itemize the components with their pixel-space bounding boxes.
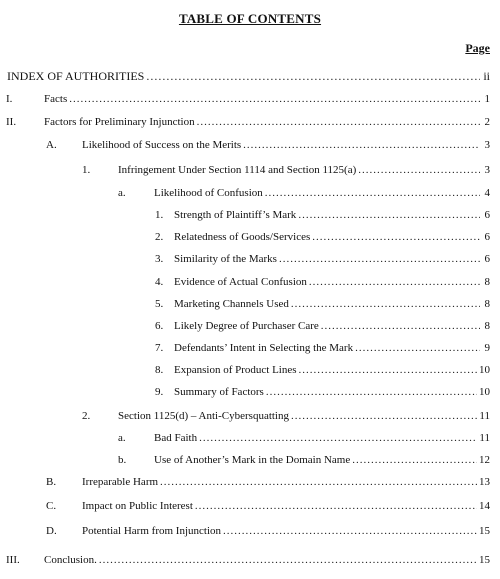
dot-leader bbox=[358, 162, 480, 178]
toc-entry bbox=[46, 474, 490, 490]
toc-entry-page: 9 bbox=[484, 342, 490, 354]
toc-entry-label: Likelihood of Success on the Merits bbox=[82, 139, 242, 151]
toc-entry-label: Use of Another’s Mark in the Domain Name bbox=[154, 454, 351, 466]
toc-entry-page: 4 bbox=[484, 187, 490, 199]
dot-leader bbox=[312, 229, 480, 245]
dot-leader bbox=[223, 523, 477, 539]
toc-entry bbox=[155, 274, 490, 290]
toc-entry-label: Bad Faith bbox=[154, 432, 198, 444]
toc-entry-page: 6 bbox=[484, 231, 490, 243]
dot-leader bbox=[321, 318, 480, 334]
toc-entry bbox=[118, 185, 490, 201]
toc-entry-number: 7. bbox=[155, 342, 164, 354]
toc-entry bbox=[155, 296, 490, 312]
toc-entry bbox=[155, 362, 490, 378]
dot-leader bbox=[265, 185, 480, 201]
toc-entry-label: Defendants’ Intent in Selecting the Mark bbox=[174, 342, 354, 354]
toc-entry-number: 2. bbox=[82, 410, 91, 422]
toc-entry-page: 2 bbox=[484, 116, 490, 128]
toc-entry-page: 10 bbox=[479, 386, 490, 398]
dot-leader bbox=[266, 384, 477, 400]
toc-entry-page: 8 bbox=[484, 276, 490, 288]
toc-entry bbox=[155, 207, 490, 223]
dot-leader bbox=[352, 452, 477, 468]
toc-entry-page: 10 bbox=[479, 364, 490, 376]
dot-leader bbox=[99, 552, 477, 568]
toc-entry-number: 3. bbox=[155, 253, 164, 265]
toc-entry-label: Irreparable Harm bbox=[82, 476, 159, 488]
toc-entry bbox=[118, 452, 490, 468]
toc-entry bbox=[6, 114, 490, 130]
toc-entry-label: Marketing Channels Used bbox=[174, 298, 289, 310]
dot-leader bbox=[199, 430, 477, 446]
toc-entry-page: 6 bbox=[484, 209, 490, 221]
toc-entry-number: II. bbox=[6, 116, 17, 128]
toc-entry bbox=[46, 137, 490, 153]
toc-entry bbox=[6, 91, 490, 107]
toc-entry-page: 8 bbox=[484, 320, 490, 332]
toc-entry bbox=[82, 408, 490, 424]
toc-entry-page: 6 bbox=[484, 253, 490, 265]
toc-entry-label: Facts bbox=[44, 93, 68, 105]
toc-entry bbox=[118, 430, 490, 446]
toc-entry bbox=[155, 318, 490, 334]
toc-entry-page: 11 bbox=[479, 432, 490, 444]
toc-entry bbox=[155, 229, 490, 245]
toc-entry-label: Impact on Public Interest bbox=[82, 500, 193, 512]
toc-entry-label: Strength of Plaintiff’s Mark bbox=[174, 209, 297, 221]
toc-entry bbox=[46, 523, 490, 539]
toc-entry-number: 2. bbox=[155, 231, 164, 243]
toc-entry bbox=[155, 340, 490, 356]
toc-entry-page: 13 bbox=[479, 476, 490, 488]
toc-entry-number: 5. bbox=[155, 298, 164, 310]
page-column-heading: Page bbox=[465, 41, 490, 55]
toc-entry-number: 9. bbox=[155, 386, 164, 398]
toc-entry-label: Likely Degree of Purchaser Care bbox=[174, 320, 319, 332]
toc-entry-page: 1 bbox=[484, 93, 490, 105]
toc-entry-number: 1. bbox=[82, 164, 91, 176]
toc-entry bbox=[6, 552, 490, 568]
toc-entry-label: Factors for Preliminary Injunction bbox=[44, 116, 195, 128]
dot-leader bbox=[298, 207, 480, 223]
toc-entry bbox=[82, 162, 490, 178]
toc-entry-number: a. bbox=[118, 187, 126, 199]
toc-entry-label: Potential Harm from Injunction bbox=[82, 525, 221, 537]
toc-entry-label: Similarity of the Marks bbox=[174, 253, 277, 265]
toc-entry-number: A. bbox=[46, 139, 57, 151]
toc-entry-number: C. bbox=[46, 500, 57, 512]
toc-entry-label: Relatedness of Goods/Services bbox=[174, 231, 311, 243]
toc-entry-number: B. bbox=[46, 476, 57, 488]
toc-entry-page: 3 bbox=[484, 139, 490, 151]
toc-entry-number: 4. bbox=[155, 276, 164, 288]
dot-leader bbox=[279, 251, 480, 267]
dot-leader bbox=[291, 408, 477, 424]
toc-title: TABLE OF CONTENTS bbox=[178, 11, 322, 26]
toc-entry bbox=[155, 384, 490, 400]
toc-entry-number: b. bbox=[118, 454, 127, 466]
dot-leader bbox=[160, 474, 477, 490]
toc-entry-page: 3 bbox=[484, 164, 490, 176]
toc-entry-page: 15 bbox=[479, 525, 490, 537]
dot-leader bbox=[69, 91, 480, 107]
toc-entry bbox=[0, 68, 490, 84]
dot-leader bbox=[197, 114, 480, 130]
toc-entry-page: 12 bbox=[479, 454, 490, 466]
toc-entry-number: 1. bbox=[155, 209, 164, 221]
toc-entry-label: Expansion of Product Lines bbox=[174, 364, 297, 376]
toc-entry-number: III. bbox=[6, 554, 20, 566]
toc-entry-label: Summary of Factors bbox=[174, 386, 264, 398]
dot-leader bbox=[355, 340, 480, 356]
dot-leader bbox=[291, 296, 480, 312]
toc-entry-number: I. bbox=[6, 93, 13, 105]
toc-entry-label: INDEX OF AUTHORITIES bbox=[7, 69, 145, 83]
toc-entry-page: ii bbox=[483, 69, 490, 83]
toc-entry-label: Likelihood of Confusion bbox=[154, 187, 263, 199]
toc-entry-page: 8 bbox=[484, 298, 490, 310]
toc-entry-page: 15 bbox=[479, 554, 490, 566]
toc-entry-page: 14 bbox=[479, 500, 490, 512]
toc-entry-label: Conclusion. bbox=[44, 554, 97, 566]
toc-entry bbox=[46, 498, 490, 514]
dot-leader bbox=[299, 362, 477, 378]
toc-entry-number: 6. bbox=[155, 320, 164, 332]
toc-entry-label: Evidence of Actual Confusion bbox=[174, 276, 307, 288]
toc-entry-number: 8. bbox=[155, 364, 164, 376]
toc-entry-number: a. bbox=[118, 432, 126, 444]
toc-entry-page: 11 bbox=[479, 410, 490, 422]
dot-leader bbox=[309, 274, 480, 290]
toc-entry-number: D. bbox=[46, 525, 57, 537]
dot-leader bbox=[243, 137, 480, 153]
dot-leader bbox=[146, 68, 480, 84]
dot-leader bbox=[195, 498, 477, 514]
toc-entry bbox=[155, 251, 490, 267]
toc-entry-label: Infringement Under Section 1114 and Section 1125(a) bbox=[118, 164, 357, 176]
toc-entry-label: Section 1125(d) – Anti-Cybersquatting bbox=[118, 410, 289, 422]
